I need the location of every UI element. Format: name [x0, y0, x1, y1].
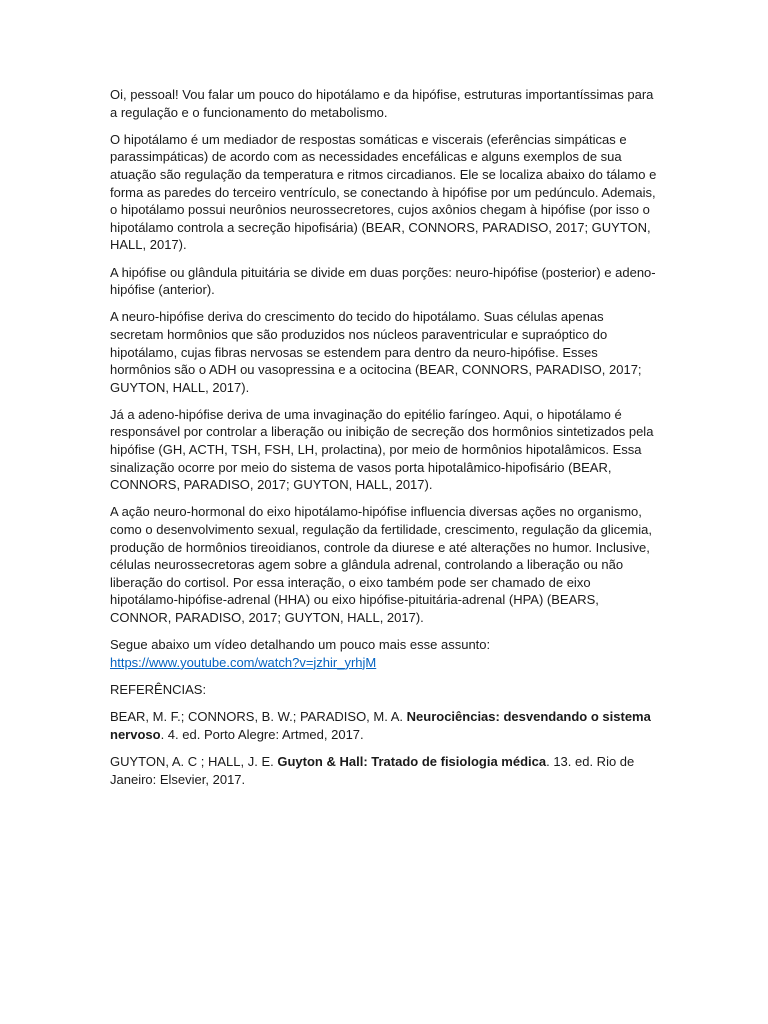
- paragraph-adeno-hipofise: Já a adeno-hipófise deriva de uma invaginação do epitélio faríngeo. Aqui, o hipotálamo é responsável por controlar a liberação ou inibição de secreção dos hormônios sintetizados pela hipófise (GH, ACTH, TSH, FSH, LH, prolactina), por meio de hormônios hipotalâmicos. Essa sinalização ocorre por meio do sistema de vasos porta hipotalâmico-hipofisário (BEAR, CONNORS, PARADISO, 2017; GUYTON, HALL, 2017).: [110, 406, 654, 493]
- reference-authors: BEAR, M. F.; CONNORS, B. W.; PARADISO, M. A.: [110, 709, 407, 725]
- video-paragraph: [110, 636, 660, 671]
- reference-authors: GUYTON, A. C ; HALL, J. E.: [110, 753, 278, 769]
- reference-title: Guyton & Hall: Tratado de fisiologia médica: [277, 753, 547, 769]
- paragraph-intro: Oi, pessoal! Vou falar um pouco do hipotálamo e da hipófise, estruturas importantíssimas para a regulação e o funcionamento do metabolismo.: [110, 87, 654, 120]
- paragraph-eixo: A ação neuro-hormonal do eixo hipotálamo-hipófise influencia diversas ações no organismo, como o desenvolvimento sexual, regulação da fertilidade, crescimento, regulação da glicemia, produção de hormônios tireoidianos, controle da diurese e até alterações no humor. Inclusive, células neurossecretoras agem sobre a glândula adrenal, controlando a liberação ou não liberação do cortisol. Por essa interação, o eixo também pode ser chamado de eixo hipotálamo-hipófise-adrenal (HHA) ou eixo hipófise-pituitária-adrenal (HPA) (BEARS, CONNOR, PARADISO, 2017; GUYTON, HALL, 2017).: [110, 504, 652, 625]
- video-link[interactable]: https://www.youtube.com/watch?v=jzhir_yrhjM: [110, 654, 377, 670]
- paragraph-hipofise: A hipófise ou glândula pituitária se divide em duas porções: neuro-hipófise (posterior) e adeno-hipófise (anterior).: [110, 264, 656, 298]
- reference-item: [110, 753, 660, 788]
- references-heading: REFERÊNCIAS:: [110, 681, 207, 697]
- reference-item: [110, 708, 660, 743]
- video-intro-text: Segue abaixo um vídeo detalhando um pouco mais esse assunto:: [110, 637, 491, 653]
- paragraph-hipotalamo: O hipotálamo é um mediador de respostas somáticas e viscerais (eferências simpáticas e parassimpáticas) de acordo com as necessidades encefálicas e alguns exemplos de sua atuação são regulação da temperatura e ritmos circadianos. Ele se localiza abaixo do tálamo e forma as paredes do terceiro ventrículo, se conectando à hipófise por um pedúnculo. Ademais, o hipotálamo possui neurônios neurossecretores, cujos axônios chegam à hipófise (por isso o hipotálamo controla a secreção hipofisária) (BEAR, CONNORS, PARADISO, 2017; GUYTON, HALL, 2017).: [110, 131, 657, 253]
- reference-details: . 4. ed. Porto Alegre: Artmed, 2017.: [160, 726, 364, 742]
- paragraph-neuro-hipofise: A neuro-hipófise deriva do crescimento do tecido do hipotálamo. Suas células apenas secretam hormônios que são produzidos nos núcleos paraventricular e supraóptico do hipotálamo, cujas fibras nervosas se estendem para dentro da neuro-hipófise. Esses hormônios são o ADH ou vasopressina e a ocitocina (BEAR, CONNORS, PARADISO, 2017; GUYTON, HALL, 2017).: [110, 309, 642, 395]
- reference-title: Neurociências: desvendando o sistema nervoso: [110, 709, 651, 742]
- reference-details: . 13. ed. Rio de Janeiro: Elsevier, 2017.: [110, 753, 635, 787]
